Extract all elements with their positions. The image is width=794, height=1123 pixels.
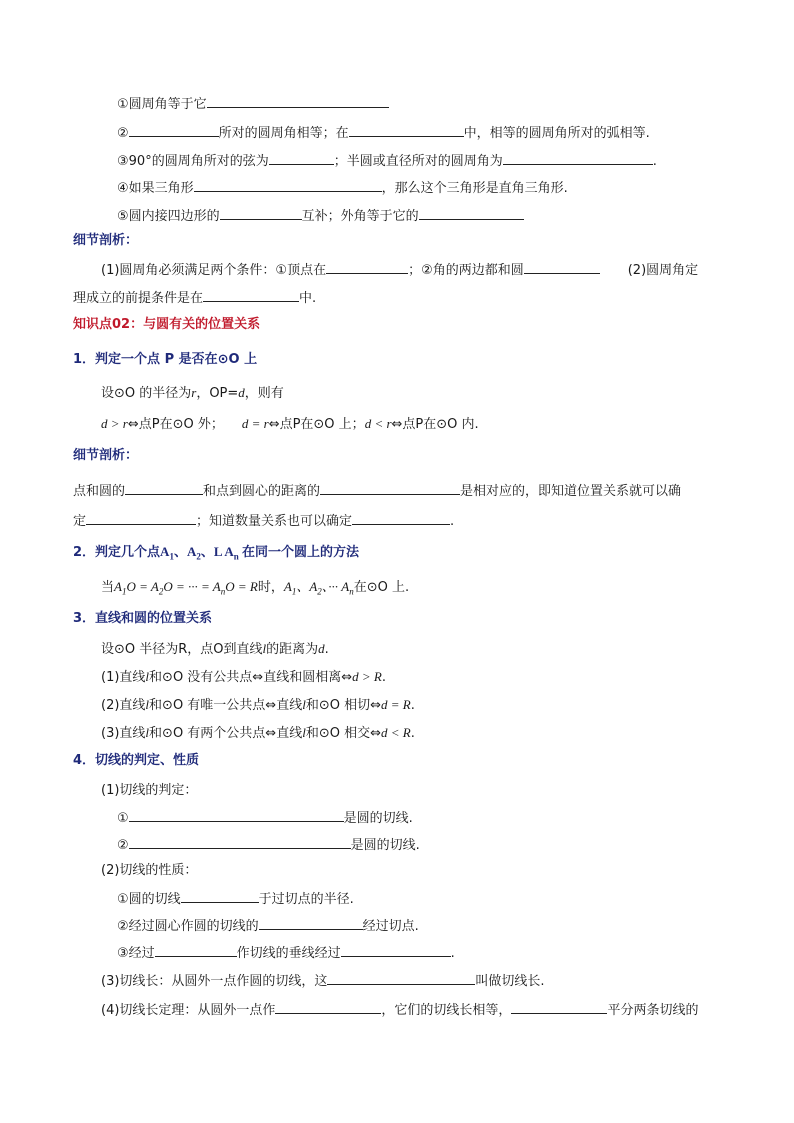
item-3-end: . bbox=[652, 154, 657, 169]
text: ② bbox=[117, 838, 129, 853]
points-list: $A_1$、$A_2$、L $A_n$ bbox=[160, 544, 239, 562]
text: 是相对应的，即知道位置关系就可以确 bbox=[460, 484, 682, 499]
text: 叫做切线长. bbox=[475, 974, 545, 989]
text: . bbox=[410, 726, 415, 741]
text: (1)圆周角必须满足两个条件：①顶点在 bbox=[101, 263, 327, 278]
item-3 bbox=[117, 151, 657, 171]
blank[interactable] bbox=[341, 943, 451, 957]
text: 于过切点的半径. bbox=[258, 892, 354, 907]
math: l bbox=[302, 725, 306, 740]
item-2 bbox=[117, 123, 650, 143]
math: d < R bbox=[380, 725, 411, 740]
math: d bbox=[238, 385, 245, 400]
math: d > r bbox=[101, 416, 128, 431]
s3-intro bbox=[101, 640, 329, 659]
blank[interactable] bbox=[129, 123, 219, 137]
blank[interactable] bbox=[419, 206, 524, 220]
text: 当 bbox=[101, 580, 115, 595]
blank[interactable] bbox=[203, 288, 299, 302]
text: 和⊙O 相交⇔ bbox=[305, 726, 381, 741]
detail-heading: 细节剖析： bbox=[73, 448, 139, 463]
text: 经过切点. bbox=[362, 919, 419, 934]
blank[interactable] bbox=[503, 151, 653, 165]
s2-line bbox=[101, 578, 409, 601]
text: ③经过 bbox=[117, 946, 155, 961]
math: l bbox=[302, 697, 306, 712]
s4-prop-3 bbox=[117, 943, 455, 963]
math: l bbox=[262, 641, 267, 656]
s4-prop-1 bbox=[117, 889, 354, 909]
text: ，OP= bbox=[196, 386, 239, 401]
item-1-text: ①圆周角等于它 bbox=[117, 97, 207, 112]
blank[interactable] bbox=[269, 151, 334, 165]
blank[interactable] bbox=[181, 889, 259, 903]
text: . bbox=[324, 642, 329, 657]
text: (2)圆周角定 bbox=[627, 263, 699, 278]
item-5 bbox=[117, 206, 524, 226]
detail2-line2 bbox=[73, 511, 454, 531]
text: 的距离为 bbox=[266, 642, 319, 657]
text: . bbox=[450, 514, 455, 529]
item-4 bbox=[117, 178, 568, 198]
text: ；知道数量关系也可以确定 bbox=[196, 514, 353, 529]
s3-item-1 bbox=[101, 668, 386, 687]
item-5-text: ⑤圆内接四边形的 bbox=[117, 209, 220, 224]
text: 设⊙O 的半径为 bbox=[101, 386, 192, 401]
s4-length bbox=[101, 971, 545, 991]
text: 和⊙O 没有公共点⇔直线和圆相离⇔ bbox=[149, 670, 353, 685]
s4-judge-2 bbox=[117, 835, 420, 855]
math: l bbox=[145, 697, 150, 712]
s3-item-3 bbox=[101, 724, 415, 743]
math: l bbox=[145, 669, 150, 684]
text: 平分两条切线的 bbox=[607, 1003, 699, 1018]
text: . bbox=[381, 670, 386, 685]
text: (3)直线 bbox=[101, 726, 146, 741]
blank[interactable] bbox=[511, 1000, 607, 1014]
blank[interactable] bbox=[129, 835, 351, 849]
text: 和点到圆心的距离的 bbox=[203, 484, 321, 499]
s4-prop-head: (2)切线的性质： bbox=[101, 863, 198, 878]
text: 定 bbox=[73, 514, 87, 529]
text: 在⊙O 上. bbox=[353, 580, 410, 595]
s3-item-2 bbox=[101, 696, 415, 715]
text: ②经过圆心作圆的切线的 bbox=[117, 919, 259, 934]
blank[interactable] bbox=[259, 916, 363, 930]
text: 是圆的切线. bbox=[350, 838, 420, 853]
blank[interactable] bbox=[194, 178, 382, 192]
item-5-mid: 互补；外角等于它的 bbox=[301, 209, 419, 224]
math: d = r bbox=[241, 416, 269, 431]
blank[interactable] bbox=[220, 206, 302, 220]
text: ，它们的切线长相等， bbox=[381, 1003, 512, 1018]
blank[interactable] bbox=[86, 511, 196, 525]
s4-judge-head: (1)切线的判定： bbox=[101, 783, 198, 798]
text: . bbox=[450, 946, 455, 961]
blank[interactable] bbox=[326, 260, 408, 274]
text: 中. bbox=[299, 291, 317, 306]
detail2-line1 bbox=[73, 481, 681, 501]
text: ⇔点P在⊙O 内. bbox=[391, 417, 479, 432]
text: ⇔点P在⊙O 外； bbox=[127, 417, 224, 432]
item-3-text: ③90°的圆周角所对的弦为 bbox=[117, 154, 269, 169]
s1-title: 1．判定一个点 P 是否在⊙O 上 bbox=[73, 352, 258, 367]
text: ① bbox=[117, 811, 129, 826]
s2-title bbox=[73, 543, 359, 566]
math: r bbox=[191, 385, 197, 400]
detail-heading: 细节剖析： bbox=[73, 233, 139, 248]
blank[interactable] bbox=[320, 481, 460, 495]
s4-judge-1 bbox=[117, 808, 413, 828]
text: 作切线的垂线经过 bbox=[236, 946, 341, 961]
item-2-text: 所对的圆周角相等；在 bbox=[218, 126, 349, 141]
blank[interactable] bbox=[524, 260, 600, 274]
math: d = R bbox=[380, 697, 411, 712]
math: d bbox=[318, 641, 325, 656]
item-1 bbox=[117, 94, 389, 114]
s3-title: 3．直线和圆的位置关系 bbox=[73, 611, 213, 626]
equality: $A_1O = A_2O$ = ··· = $A_nO = R$ bbox=[114, 579, 258, 597]
s1-line1 bbox=[101, 384, 284, 403]
s4-prop-2 bbox=[117, 916, 419, 936]
blank[interactable] bbox=[349, 123, 464, 137]
text: ，则有 bbox=[244, 386, 284, 401]
text: 在同一个圆上的方法 bbox=[241, 545, 359, 560]
item-2-text-end: 中，相等的圆周角所对的弧相等. bbox=[463, 126, 650, 141]
blank[interactable] bbox=[155, 943, 237, 957]
text: (3)切线长：从圆外一点作圆的切线，这 bbox=[101, 974, 328, 989]
text: 是圆的切线. bbox=[343, 811, 413, 826]
blank[interactable] bbox=[352, 511, 450, 525]
text: ①圆的切线 bbox=[117, 892, 181, 907]
blank[interactable] bbox=[129, 808, 344, 822]
text: 和⊙O 有两个公共点⇔直线 bbox=[149, 726, 303, 741]
item-4-text: ④如果三角形 bbox=[117, 181, 194, 196]
text: 设⊙O 半径为R，点O到直线 bbox=[101, 642, 263, 657]
text: . bbox=[410, 698, 415, 713]
math: l bbox=[145, 725, 150, 740]
text: (4)切线长定理：从圆外一点作 bbox=[101, 1003, 276, 1018]
text: 和⊙O 相切⇔ bbox=[305, 698, 381, 713]
text: 时， bbox=[257, 580, 284, 595]
item-3-mid: ；半圆或直径所对的圆周角为 bbox=[333, 154, 503, 169]
section-title: 知识点02：与圆有关的位置关系 bbox=[73, 317, 261, 332]
blank[interactable] bbox=[275, 1000, 381, 1014]
item-2-num: ② bbox=[117, 126, 129, 141]
text: ⇔点P在⊙O 上； bbox=[268, 417, 365, 432]
s1-relations bbox=[101, 415, 479, 434]
text: 点和圆的 bbox=[73, 484, 126, 499]
math: d > R bbox=[352, 669, 382, 684]
text: 2．判定几个点 bbox=[73, 545, 161, 560]
text: (1)直线 bbox=[101, 670, 146, 685]
detail1-line1 bbox=[101, 260, 698, 280]
blank[interactable] bbox=[125, 481, 203, 495]
s4-theorem bbox=[101, 1000, 698, 1020]
text: 和⊙O 有唯一公共点⇔直线 bbox=[149, 698, 303, 713]
s4-title: 4．切线的判定、性质 bbox=[73, 753, 200, 768]
math: d < r bbox=[364, 416, 392, 431]
text: ；②角的两边都和圆 bbox=[408, 263, 524, 278]
blank[interactable] bbox=[327, 971, 475, 985]
item-4-end: ，那么这个三角形是直角三角形. bbox=[381, 181, 568, 196]
text: 理成立的前提条件是在 bbox=[73, 291, 204, 306]
points: $A_1$、$A_2$、··· $A_n$ bbox=[283, 579, 354, 597]
text: (2)直线 bbox=[101, 698, 146, 713]
blank[interactable] bbox=[207, 94, 389, 108]
detail1-line2 bbox=[73, 288, 316, 308]
